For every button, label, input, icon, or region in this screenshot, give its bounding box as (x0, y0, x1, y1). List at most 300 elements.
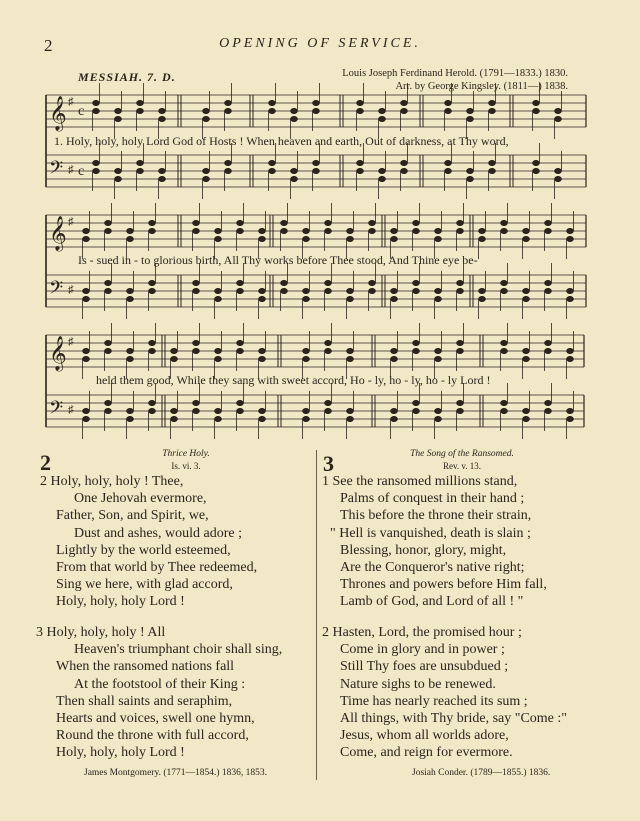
note-head (356, 100, 363, 106)
note-head (412, 220, 419, 226)
note-head (566, 228, 573, 234)
note-head (104, 400, 111, 406)
note-head (400, 100, 407, 106)
note-head (390, 416, 397, 422)
note-head (104, 348, 111, 354)
note-head (544, 340, 551, 346)
note-head (554, 116, 561, 122)
note-head (368, 220, 375, 226)
note-head (488, 160, 495, 166)
note-head (302, 348, 309, 354)
note-head (324, 340, 331, 346)
note-head (488, 108, 495, 114)
note-head (488, 100, 495, 106)
note-head (214, 228, 221, 234)
note-head (378, 168, 385, 174)
column-divider (316, 450, 317, 780)
note-head (456, 220, 463, 226)
sharp-icon: ♯ (68, 164, 74, 176)
sharp-icon: ♯ (68, 216, 74, 228)
note-head (478, 228, 485, 234)
note-head (532, 160, 539, 166)
arranger-line: Arr. by George Kingsley. (1811—) 1838. (395, 81, 568, 92)
hymn-right-author: Josiah Conder. (1789—1855.) 1836. (412, 768, 551, 778)
note-head (456, 340, 463, 346)
tune-name: MESSIAH. 7. D. (78, 70, 176, 84)
note-head (390, 356, 397, 362)
verse-line: Then shall saints and seraphim, (56, 693, 233, 709)
note-head (566, 416, 573, 422)
note-head (104, 280, 111, 286)
verse-line: Thrones and powers before Him fall, (340, 577, 547, 593)
note-head (500, 340, 507, 346)
note-head (290, 168, 297, 174)
verse-line: Jesus, whom all worlds adore, (340, 728, 509, 744)
note-head (82, 288, 89, 294)
note-head (82, 236, 89, 242)
note-head (302, 228, 309, 234)
sharp-icon: ♯ (68, 336, 74, 348)
note-head (192, 288, 199, 294)
note-head (324, 400, 331, 406)
note-head (390, 296, 397, 302)
note-head (268, 100, 275, 106)
verse-line: All things, with Thy bride, say "Come :" (340, 711, 567, 727)
note-head (434, 236, 441, 242)
note-head (544, 348, 551, 354)
note-head (280, 228, 287, 234)
note-head (236, 280, 243, 286)
note-head (280, 280, 287, 286)
note-head (302, 288, 309, 294)
note-head (346, 236, 353, 242)
note-head (390, 228, 397, 234)
note-head (544, 288, 551, 294)
verse-line: When the ransomed nations fall (56, 659, 235, 675)
note-head (214, 296, 221, 302)
verse-line: 3 Holy, holy, holy ! All (36, 625, 166, 640)
note-head (170, 416, 177, 422)
note-head (148, 288, 155, 294)
note-head (444, 100, 451, 106)
note-head (466, 116, 473, 122)
note-head (532, 100, 539, 106)
note-head (434, 408, 441, 414)
note-head (158, 108, 165, 114)
note-head (114, 176, 121, 182)
verse-line: Heaven's triumphant choir shall sing, (74, 642, 283, 658)
verse-line: Are the Conqueror's native right; (340, 560, 525, 576)
note-head (478, 288, 485, 294)
note-head (202, 108, 209, 114)
note-head (378, 116, 385, 122)
note-head (104, 228, 111, 234)
note-head (236, 288, 243, 294)
note-head (104, 340, 111, 346)
note-head (466, 176, 473, 182)
note-head (544, 408, 551, 414)
note-head (214, 348, 221, 354)
verse-line: This before the throne their strain, (340, 508, 532, 524)
verse-line: Come, and reign for evermore. (340, 745, 513, 761)
hymn-title-right: The Song of the Ransomed. (410, 449, 514, 459)
note-head (202, 168, 209, 174)
note-head (236, 220, 243, 226)
note-head (214, 416, 221, 422)
note-head (214, 408, 221, 414)
verse-line: At the footstool of their King : (74, 676, 246, 692)
verse-line: Time has nearly reached its sum ; (340, 693, 528, 709)
verse-line: Father, Son, and Spirit, we, (56, 508, 209, 524)
note-head (456, 288, 463, 294)
note-head (148, 400, 155, 406)
note-head (566, 356, 573, 362)
hymn-right-stanza-1 (322, 473, 547, 611)
note-head (202, 116, 209, 122)
verse-line: Lightly by the world esteemed, (56, 542, 231, 558)
hymn-right-stanza-2 (322, 624, 567, 762)
note-head (522, 296, 529, 302)
note-head (312, 100, 319, 106)
note-head (236, 408, 243, 414)
note-head (390, 236, 397, 242)
note-head (192, 220, 199, 226)
note-head (500, 228, 507, 234)
note-head (268, 160, 275, 166)
note-head (192, 408, 199, 414)
verse-line: Holy, holy, holy Lord ! (56, 745, 185, 761)
verse-line: Dust and ashes, would adore ; (74, 525, 242, 541)
note-head (566, 296, 573, 302)
note-head (82, 228, 89, 234)
treble-clef-icon: 𝄞 (49, 217, 67, 250)
note-head (148, 408, 155, 414)
note-head (566, 288, 573, 294)
note-head (434, 416, 441, 422)
note-head (544, 220, 551, 226)
verse-line: Blessing, honor, glory, might, (340, 542, 507, 558)
note-head (280, 220, 287, 226)
note-head (566, 348, 573, 354)
note-head (302, 356, 309, 362)
verse-line: Come in glory and in power ; (340, 642, 505, 658)
note-head (170, 348, 177, 354)
note-head (544, 400, 551, 406)
note-head (400, 160, 407, 166)
note-head (114, 116, 121, 122)
note-head (224, 160, 231, 166)
note-head (82, 408, 89, 414)
note-head (390, 288, 397, 294)
note-head (390, 408, 397, 414)
page-number: 2 (44, 36, 53, 55)
note-head (412, 348, 419, 354)
note-head (544, 228, 551, 234)
note-head (522, 288, 529, 294)
note-head (312, 160, 319, 166)
note-head (522, 228, 529, 234)
note-head (126, 228, 133, 234)
note-head (290, 108, 297, 114)
note-head (500, 220, 507, 226)
hymn-number-right: 3 (323, 451, 334, 476)
note-head (158, 168, 165, 174)
note-head (532, 108, 539, 114)
note-head (126, 348, 133, 354)
note-head (290, 176, 297, 182)
note-head (192, 228, 199, 234)
note-head (554, 176, 561, 182)
note-head (368, 280, 375, 286)
note-head (466, 108, 473, 114)
note-head (236, 348, 243, 354)
note-head (456, 228, 463, 234)
sharp-icon: ♯ (68, 284, 74, 296)
verse-line: 2 Holy, holy, holy ! Thee, (40, 474, 184, 489)
note-head (258, 416, 265, 422)
note-head (456, 408, 463, 414)
sharp-icon: ♯ (68, 404, 74, 416)
verse-line: Palms of conquest in their hand ; (340, 491, 525, 507)
note-head (136, 100, 143, 106)
note-head (258, 356, 265, 362)
note-head (324, 348, 331, 354)
lyrics-line-3: held them good, While they sang with sweet accord, Ho - ly, ho - ly, ho - ly Lord ! (96, 373, 491, 387)
note-head (412, 340, 419, 346)
note-head (522, 236, 529, 242)
note-head (500, 348, 507, 354)
note-head (312, 108, 319, 114)
note-head (554, 168, 561, 174)
note-head (434, 288, 441, 294)
composer-line: Louis Joseph Ferdinand Herold. (1791—1833.) 1830. (342, 68, 568, 79)
note-head (82, 416, 89, 422)
note-head (82, 356, 89, 362)
verse-line: Still Thy foes are unsubdued ; (340, 659, 509, 675)
note-head (224, 100, 231, 106)
note-head (444, 108, 451, 114)
note-head (114, 168, 121, 174)
treble-clef-icon: 𝄞 (49, 97, 67, 130)
note-head (412, 288, 419, 294)
note-head (434, 356, 441, 362)
note-head (412, 408, 419, 414)
note-head (258, 228, 265, 234)
note-head (192, 348, 199, 354)
note-head (500, 280, 507, 286)
bass-clef-icon: 𝄢 (49, 157, 64, 182)
note-head (136, 108, 143, 114)
note-head (478, 236, 485, 242)
common-time-icon: c (78, 164, 85, 179)
note-head (290, 116, 297, 122)
note-head (412, 228, 419, 234)
note-head (126, 356, 133, 362)
bass-clef-icon: 𝄢 (49, 277, 64, 302)
note-head (356, 108, 363, 114)
verse-line: 2 Hasten, Lord, the promised hour ; (322, 625, 522, 640)
note-head (126, 236, 133, 242)
lyrics-line-2: Is - sued in - to glorious birth, All Thy works before Thee stood, And Thine eye be- (78, 253, 478, 267)
note-head (346, 296, 353, 302)
note-head (346, 356, 353, 362)
note-head (236, 400, 243, 406)
note-head (400, 168, 407, 174)
note-head (92, 100, 99, 106)
hymn-left-stanza-2 (36, 624, 282, 762)
note-head (444, 168, 451, 174)
verse-line: Holy, holy, holy Lord ! (56, 594, 185, 610)
hymn-title-left: Thrice Holy. (162, 449, 210, 459)
note-head (92, 160, 99, 166)
note-head (92, 168, 99, 174)
note-head (566, 408, 573, 414)
verse-line: " Hell is vanquished, death is slain ; (330, 525, 531, 541)
note-head (412, 400, 419, 406)
verse-line: Lamb of God, and Lord of all ! " (340, 594, 524, 610)
note-head (82, 296, 89, 302)
note-head (444, 160, 451, 166)
note-head (522, 416, 529, 422)
note-head (302, 416, 309, 422)
note-head (258, 408, 265, 414)
note-head (170, 356, 177, 362)
note-head (114, 108, 121, 114)
note-head (202, 176, 209, 182)
note-head (192, 280, 199, 286)
note-head (302, 296, 309, 302)
bass-clef-icon: 𝄢 (49, 397, 64, 422)
note-head (126, 416, 133, 422)
note-head (500, 408, 507, 414)
note-head (148, 220, 155, 226)
hymn-reference-left: Is. vi. 3. (171, 461, 201, 471)
note-head (346, 348, 353, 354)
note-head (302, 408, 309, 414)
note-head (312, 168, 319, 174)
note-head (346, 288, 353, 294)
note-head (324, 220, 331, 226)
common-time-icon: c (78, 104, 85, 119)
note-head (456, 400, 463, 406)
verse-line: Nature sighs to be renewed. (340, 676, 496, 692)
note-head (236, 340, 243, 346)
note-head (170, 408, 177, 414)
note-head (434, 348, 441, 354)
note-head (390, 348, 397, 354)
note-head (368, 288, 375, 294)
note-head (258, 296, 265, 302)
note-head (324, 280, 331, 286)
note-head (346, 416, 353, 422)
note-head (466, 168, 473, 174)
note-head (488, 168, 495, 174)
note-head (554, 108, 561, 114)
note-head (324, 288, 331, 294)
note-head (214, 288, 221, 294)
note-head (500, 400, 507, 406)
note-head (224, 108, 231, 114)
note-head (280, 288, 287, 294)
hymn-reference-right: Rev. v. 13. (442, 461, 482, 471)
verse-line: From that world by Thee redeemed, (56, 560, 258, 576)
verse-line: One Jehovah evermore, (74, 491, 207, 507)
note-head (324, 408, 331, 414)
note-head (532, 168, 539, 174)
note-head (356, 160, 363, 166)
verse-line: Sing we here, with glad accord, (56, 577, 233, 593)
note-head (378, 176, 385, 182)
note-head (148, 228, 155, 234)
note-head (82, 348, 89, 354)
note-head (324, 228, 331, 234)
note-head (214, 236, 221, 242)
note-head (544, 280, 551, 286)
note-head (368, 228, 375, 234)
note-head (478, 296, 485, 302)
verse-line: Round the throne with full accord, (56, 728, 249, 744)
note-head (456, 348, 463, 354)
note-head (148, 280, 155, 286)
note-head (224, 168, 231, 174)
note-head (400, 108, 407, 114)
note-head (378, 108, 385, 114)
running-head: OPENING OF SERVICE. (219, 36, 421, 51)
note-head (126, 408, 133, 414)
note-head (258, 236, 265, 242)
note-head (346, 408, 353, 414)
note-head (192, 400, 199, 406)
note-head (158, 176, 165, 182)
note-head (566, 236, 573, 242)
note-head (192, 340, 199, 346)
note-head (522, 348, 529, 354)
note-head (104, 220, 111, 226)
note-head (104, 408, 111, 414)
note-head (258, 288, 265, 294)
note-head (356, 168, 363, 174)
note-head (92, 108, 99, 114)
lyrics-line-1: 1. Holy, holy, holy Lord God of Hosts ! When heaven and earth, Out of darkness, at Thy word, (54, 134, 509, 148)
note-head (126, 296, 133, 302)
note-head (268, 168, 275, 174)
note-head (302, 236, 309, 242)
note-head (456, 280, 463, 286)
hymn-left-stanza-1 (40, 473, 257, 611)
treble-clef-icon: 𝄞 (49, 337, 67, 370)
sharp-icon: ♯ (68, 96, 74, 108)
note-head (434, 296, 441, 302)
note-head (500, 288, 507, 294)
verse-line: 1 See the ransomed millions stand, (322, 474, 518, 489)
note-head (268, 108, 275, 114)
note-head (148, 340, 155, 346)
verse-line: Hearts and voices, swell one hymn, (56, 711, 255, 727)
note-head (522, 408, 529, 414)
note-head (126, 288, 133, 294)
note-head (136, 168, 143, 174)
note-head (104, 288, 111, 294)
note-head (136, 160, 143, 166)
note-head (434, 228, 441, 234)
note-head (158, 116, 165, 122)
note-head (214, 356, 221, 362)
note-head (148, 348, 155, 354)
hymn-left-author: James Montgomery. (1771—1854.) 1836, 1853. (84, 768, 268, 778)
note-head (412, 280, 419, 286)
note-head (522, 356, 529, 362)
note-head (258, 348, 265, 354)
